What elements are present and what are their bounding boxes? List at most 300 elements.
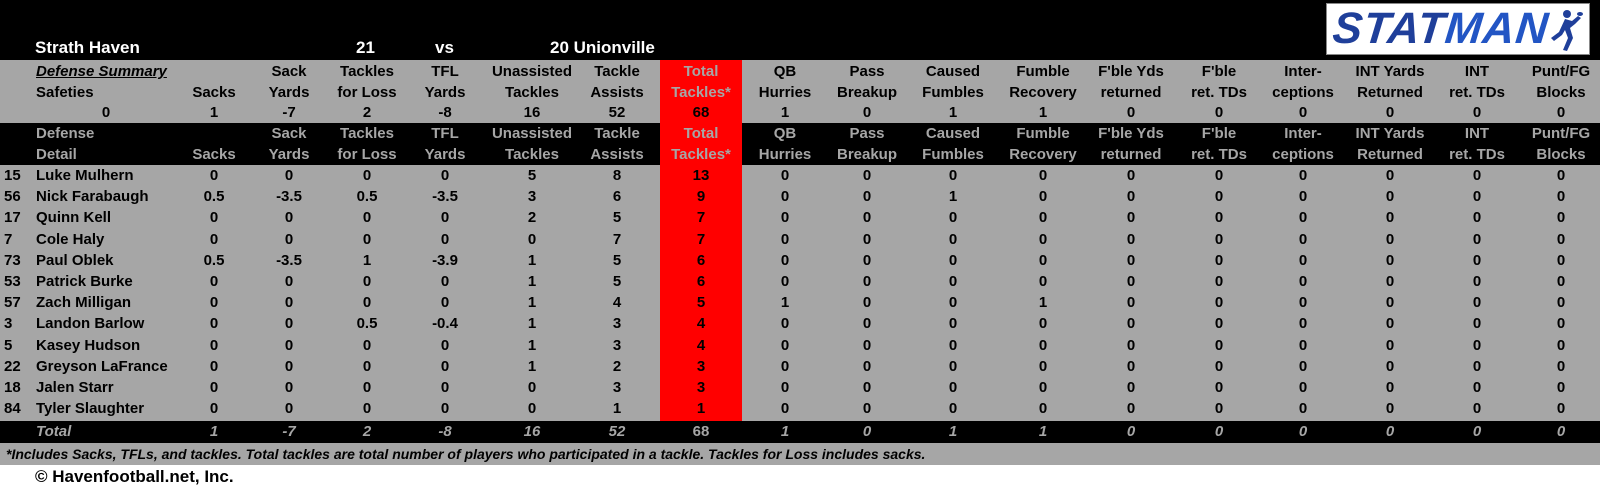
- player-stat: 0: [209, 273, 219, 290]
- player-stat: 0: [284, 230, 294, 248]
- player-stat: 0: [1038, 357, 1048, 375]
- summary-header-line2: Tackles: [505, 84, 559, 101]
- player-name: Landon Barlow: [36, 315, 145, 333]
- player-stat: 0.5: [356, 315, 378, 333]
- detail-header-line2: Tackles*: [671, 146, 731, 163]
- player-stat: 0: [1126, 251, 1136, 269]
- player-stat: 0: [780, 336, 790, 354]
- detail-header-line1: Total: [683, 125, 719, 142]
- player-stat: 0: [862, 188, 872, 206]
- player-stat: 0: [1214, 167, 1224, 184]
- detail-header-line2: Breakup: [836, 146, 898, 163]
- player-number: 22: [4, 357, 21, 375]
- summary-header-line1: Tackles: [340, 63, 394, 80]
- player-stat: 13: [692, 167, 710, 184]
- summary-value: 0: [1298, 104, 1308, 121]
- player-stat: 7: [696, 230, 706, 248]
- versus-label: vs: [435, 38, 454, 57]
- player-number: 73: [4, 251, 21, 269]
- player-stat: 0: [1038, 273, 1048, 290]
- player-stat: 0: [1214, 336, 1224, 354]
- player-stat: 3: [696, 379, 706, 396]
- player-stat: 1: [1038, 294, 1048, 312]
- detail-header-line1: F'ble: [1201, 125, 1237, 142]
- player-stat: 0: [862, 400, 872, 418]
- summary-header-line1: TFL: [431, 63, 459, 80]
- player-name: Quinn Kell: [36, 209, 111, 227]
- total-value: 0: [1556, 423, 1566, 440]
- player-stat: 0: [362, 357, 372, 375]
- player-stat: 9: [696, 188, 706, 206]
- player-stat: 0: [1298, 273, 1308, 290]
- player-stat: 0: [440, 209, 450, 227]
- summary-header-line1: Tackle: [594, 63, 640, 80]
- player-stat: 0: [209, 379, 219, 396]
- defense-detail-title: Defense: [36, 125, 95, 142]
- summary-header-line1: QB: [773, 63, 797, 80]
- player-stat: 2: [527, 209, 537, 227]
- detail-header-line1: Tackle: [594, 125, 640, 142]
- player-stat: 4: [612, 294, 622, 312]
- player-stat: 0: [780, 230, 790, 248]
- total-value: 0: [1298, 423, 1308, 440]
- summary-value: 0: [862, 104, 872, 121]
- player-stat: 0: [948, 379, 958, 396]
- player-stat: 0: [1385, 379, 1395, 396]
- summary-value: 1: [1038, 104, 1048, 121]
- player-stat: 7: [612, 230, 622, 248]
- total-value: 16: [523, 423, 541, 440]
- player-number: 15: [4, 167, 21, 184]
- player-stat: 1: [696, 400, 706, 418]
- player-stat: 0: [209, 315, 219, 333]
- table-row: [0, 313, 1600, 334]
- player-stat: 0: [948, 273, 958, 290]
- summary-header-line2: Returned: [1357, 84, 1423, 101]
- player-stat: 0: [440, 336, 450, 354]
- detail-header-line1: INT Yards: [1355, 125, 1425, 142]
- player-stat: 8: [612, 167, 622, 184]
- table-row: [0, 186, 1600, 207]
- player-stat: 0: [209, 167, 219, 184]
- player-stat: 0: [362, 294, 372, 312]
- player-stat: 0: [1126, 273, 1136, 290]
- summary-header-line2: Assists: [590, 84, 644, 101]
- player-stat: 0: [1214, 400, 1224, 418]
- player-stat: 0: [780, 273, 790, 290]
- player-stat: 1: [527, 315, 537, 333]
- player-stat: 0: [284, 400, 294, 418]
- detail-header-line2: ceptions: [1272, 146, 1334, 163]
- player-stat: 5: [527, 167, 537, 184]
- summary-value: -7: [282, 104, 296, 121]
- player-stat: 0: [1298, 336, 1308, 354]
- player-stat: 0: [1214, 230, 1224, 248]
- player-stat: 0: [1038, 336, 1048, 354]
- summary-header-line2: returned: [1100, 84, 1162, 101]
- player-stat: 0: [1472, 209, 1482, 227]
- player-stat: 1: [612, 400, 622, 418]
- player-stat: 0: [1214, 357, 1224, 375]
- player-number: 57: [4, 294, 21, 312]
- player-number: 17: [4, 209, 21, 227]
- player-stat: 0: [284, 294, 294, 312]
- defense-summary-title: Defense Summary: [36, 63, 167, 80]
- player-stat: 0: [862, 379, 872, 396]
- player-stat: 0: [1472, 188, 1482, 206]
- player-stat: 0: [362, 273, 372, 290]
- summary-value: 1: [780, 104, 790, 121]
- player-stat: 0: [209, 209, 219, 227]
- player-stat: 0: [1214, 188, 1224, 206]
- summary-header-line1: Total: [683, 63, 719, 80]
- player-stat: 0: [527, 400, 537, 418]
- player-stat: 0: [1556, 294, 1566, 312]
- player-name: Kasey Hudson: [36, 336, 141, 354]
- player-stat: 0: [1038, 400, 1048, 418]
- summary-value: 0: [1385, 104, 1395, 121]
- player-stat: 0: [284, 209, 294, 227]
- player-stat: 0: [1126, 400, 1136, 418]
- safeties-label: Safeties: [36, 84, 94, 101]
- player-stat: 0: [1126, 336, 1136, 354]
- player-stat: 0: [284, 315, 294, 333]
- player-stat: 0: [284, 273, 294, 290]
- summary-header-line2: Breakup: [836, 84, 898, 101]
- player-stat: 0: [284, 167, 294, 184]
- player-stat: 0: [284, 336, 294, 354]
- player-stat: 2: [612, 357, 622, 375]
- detail-header-line2: Tackles: [505, 146, 559, 163]
- player-stat: 0: [1385, 273, 1395, 290]
- player-stat: 3: [696, 357, 706, 375]
- player-stat: 0: [362, 167, 372, 184]
- summary-header-line2: Recovery: [1009, 84, 1077, 101]
- player-stat: 0: [1126, 315, 1136, 333]
- table-row: [0, 356, 1600, 377]
- table-row: [0, 165, 1600, 186]
- player-stat: 0: [1385, 167, 1395, 184]
- player-stat: 0: [209, 336, 219, 354]
- summary-header-line1: INT Yards: [1355, 63, 1425, 80]
- player-stat: 1: [527, 251, 537, 269]
- player-stat: 0: [948, 167, 958, 184]
- player-stat: 0: [1038, 188, 1048, 206]
- player-stat: 0: [1038, 209, 1048, 227]
- player-stat: 0: [440, 357, 450, 375]
- player-stat: 0: [1472, 294, 1482, 312]
- player-stat: 0: [1298, 294, 1308, 312]
- player-stat: 0: [862, 294, 872, 312]
- player-stat: 0: [780, 209, 790, 227]
- summary-header-line1: Fumble: [1016, 63, 1070, 80]
- summary-header-line2: Yards: [268, 84, 310, 101]
- detail-header-line1: Unassisted: [491, 125, 573, 142]
- total-value: 2: [362, 423, 372, 440]
- player-stat: 3: [612, 315, 622, 333]
- summary-value: -8: [438, 104, 452, 121]
- player-stat: 0: [1214, 251, 1224, 269]
- player-stat: 0: [440, 400, 450, 418]
- player-stat: 1: [527, 294, 537, 312]
- total-value: -7: [282, 423, 296, 440]
- summary-header-line2: Hurries: [758, 84, 812, 101]
- player-stat: 0: [1298, 400, 1308, 418]
- player-stat: 0: [948, 400, 958, 418]
- player-stat: -3.5: [432, 188, 458, 206]
- player-stat: 0: [948, 251, 958, 269]
- summary-value: 16: [523, 104, 541, 121]
- total-value: 0: [1472, 423, 1482, 440]
- player-stat: 0: [1298, 230, 1308, 248]
- player-stat: 0.5: [203, 188, 225, 206]
- player-stat: 5: [612, 273, 622, 290]
- summary-header-line1: Unassisted: [491, 63, 573, 80]
- player-number: 18: [4, 379, 21, 396]
- player-stat: 0: [948, 294, 958, 312]
- summary-header-line2: ret. TDs: [1191, 84, 1247, 101]
- logo-text-man: MAN: [1442, 4, 1552, 53]
- player-stat: 0: [1298, 315, 1308, 333]
- detail-header-line2: Yards: [424, 146, 466, 163]
- player-stat: 0: [1038, 379, 1048, 396]
- player-name: Patrick Burke: [36, 273, 133, 290]
- detail-header-line1: INT: [1464, 125, 1490, 142]
- away-team-score-name: 20 Unionville: [550, 38, 655, 57]
- safeties-value: 0: [101, 104, 111, 121]
- player-stat: 3: [612, 379, 622, 396]
- defense-summary: [0, 60, 1600, 123]
- player-stat: 0: [1556, 167, 1566, 184]
- table-row: [0, 207, 1600, 228]
- detail-header-line1: QB: [773, 125, 797, 142]
- player-stat: 0: [1038, 230, 1048, 248]
- summary-header-line1: Caused: [925, 63, 981, 80]
- total-value: 0: [862, 423, 872, 440]
- player-stat: 5: [612, 251, 622, 269]
- player-stat: 0: [948, 209, 958, 227]
- player-stat: 0: [948, 230, 958, 248]
- player-rows: [0, 165, 1600, 421]
- player-name: Paul Oblek: [36, 251, 114, 269]
- player-stat: 0: [780, 379, 790, 396]
- player-stat: 0: [440, 230, 450, 248]
- player-stat: 0: [1126, 379, 1136, 396]
- player-stat: 0: [362, 230, 372, 248]
- player-stat: 0: [948, 336, 958, 354]
- player-stat: 0: [1472, 400, 1482, 418]
- player-number: 3: [4, 315, 13, 333]
- player-stat: 0: [1385, 315, 1395, 333]
- detail-header-line1: Caused: [925, 125, 981, 142]
- total-value: 1: [948, 423, 958, 440]
- player-stat: 0: [1556, 315, 1566, 333]
- summary-value: 0: [1472, 104, 1482, 121]
- player-stat: 0: [209, 357, 219, 375]
- player-stat: 0: [1556, 209, 1566, 227]
- player-stat: 0: [780, 167, 790, 184]
- player-stat: 0: [1126, 209, 1136, 227]
- statman-logo: [1326, 3, 1590, 55]
- player-stat: 0: [1126, 357, 1136, 375]
- player-stat: 0: [1214, 273, 1224, 290]
- defense-detail-subtitle: Detail: [36, 146, 77, 163]
- detail-header-line2: Fumbles: [922, 146, 984, 163]
- logo-text-stat: STAT: [1330, 4, 1448, 53]
- player-stat: 0: [1556, 400, 1566, 418]
- detail-header-line2: Sacks: [192, 146, 236, 163]
- total-value: 1: [1038, 423, 1048, 440]
- player-stat: -0.4: [432, 315, 458, 333]
- player-stat: 0: [1385, 357, 1395, 375]
- player-stat: 0: [1472, 336, 1482, 354]
- player-stat: 0: [1298, 357, 1308, 375]
- player-stat: 0: [1472, 167, 1482, 184]
- player-stat: 0: [440, 167, 450, 184]
- defense-detail-header-labels: [0, 123, 1600, 165]
- summary-value: 2: [362, 104, 372, 121]
- summary-header-line1: F'ble: [1201, 63, 1237, 80]
- detail-header-line2: Yards: [268, 146, 310, 163]
- summary-value: 68: [692, 104, 710, 121]
- player-stat: -3.5: [276, 188, 302, 206]
- summary-header-line2: Sacks: [192, 84, 236, 101]
- detail-header-line2: Assists: [590, 146, 644, 163]
- summary-value: 1: [948, 104, 958, 121]
- summary-header-line2: Blocks: [1536, 84, 1586, 101]
- player-stat: 0: [1385, 188, 1395, 206]
- table-row: [0, 292, 1600, 313]
- player-stat: 0: [1126, 188, 1136, 206]
- player-stat: 0: [862, 167, 872, 184]
- table-row: [0, 398, 1600, 419]
- detail-header-line1: Tackles: [340, 125, 394, 142]
- player-stat: 0: [1385, 336, 1395, 354]
- player-stat: 0: [1214, 209, 1224, 227]
- player-stat: 0: [862, 251, 872, 269]
- player-stat: 0: [1472, 273, 1482, 290]
- player-stat: 0: [1385, 230, 1395, 248]
- player-stat: 0: [1385, 251, 1395, 269]
- detail-header-line2: Returned: [1357, 146, 1423, 163]
- detail-header-line2: ret. TDs: [1191, 146, 1247, 163]
- table-row: [0, 271, 1600, 292]
- player-name: Tyler Slaughter: [36, 400, 145, 418]
- player-stat: 6: [696, 251, 706, 269]
- player-stat: 0: [862, 336, 872, 354]
- player-stat: 0: [1385, 209, 1395, 227]
- detail-header-line2: Recovery: [1009, 146, 1077, 163]
- table-row: [0, 250, 1600, 271]
- total-value: 52: [608, 423, 626, 440]
- player-stat: 1: [527, 273, 537, 290]
- summary-header-line1: Inter-: [1284, 63, 1322, 80]
- player-stat: 0: [780, 315, 790, 333]
- player-name: Zach Milligan: [36, 294, 132, 312]
- player-stat: 0: [1038, 251, 1048, 269]
- player-stat: 0: [1038, 167, 1048, 184]
- summary-value: 0: [1126, 104, 1136, 121]
- summary-header-line2: for Loss: [337, 84, 397, 101]
- total-value: 1: [780, 423, 790, 440]
- player-stat: 7: [696, 209, 706, 227]
- player-stat: 0: [440, 379, 450, 396]
- player-stat: 0: [1556, 336, 1566, 354]
- player-stat: 0: [948, 357, 958, 375]
- player-name: Cole Haly: [36, 230, 105, 248]
- player-stat: 0: [209, 294, 219, 312]
- summary-header-line2: Fumbles: [922, 84, 984, 101]
- player-stat: 0: [862, 273, 872, 290]
- player-stat: 6: [696, 273, 706, 290]
- player-number: 56: [4, 188, 21, 206]
- summary-header-line2: ceptions: [1272, 84, 1334, 101]
- player-stat: 0: [862, 230, 872, 248]
- total-label: Total: [36, 423, 72, 440]
- summary-header-line1: F'ble Yds: [1098, 63, 1164, 80]
- player-stat: 0: [1298, 167, 1308, 184]
- summary-value: 0: [1214, 104, 1224, 121]
- player-stat: 0: [1472, 230, 1482, 248]
- detail-header-line2: returned: [1100, 146, 1162, 163]
- player-stat: 0: [1556, 188, 1566, 206]
- detail-header-line1: Fumble: [1016, 125, 1070, 142]
- player-number: 53: [4, 273, 21, 290]
- player-stat: 1: [780, 294, 790, 312]
- detail-header-line1: Sack: [271, 125, 307, 142]
- player-stat: 0: [1126, 294, 1136, 312]
- player-stat: 0: [362, 209, 372, 227]
- player-name: Greyson LaFrance: [36, 357, 168, 375]
- total-value: -8: [438, 423, 452, 440]
- player-stat: 0: [862, 357, 872, 375]
- player-stat: 3: [527, 188, 537, 206]
- player-stat: 0: [440, 294, 450, 312]
- table-row: [0, 377, 1600, 398]
- player-stat: 0: [862, 315, 872, 333]
- summary-value: 52: [608, 104, 626, 121]
- summary-value: 1: [209, 104, 219, 121]
- summary-header-line1: INT: [1464, 63, 1490, 80]
- player-stat: 0: [1556, 230, 1566, 248]
- total-value: 68: [692, 423, 710, 440]
- summary-value: 0: [1556, 104, 1566, 121]
- detail-header-line2: Hurries: [758, 146, 812, 163]
- player-stat: 6: [612, 188, 622, 206]
- player-stat: 0: [1556, 357, 1566, 375]
- detail-header-line2: for Loss: [337, 146, 397, 163]
- player-stat: 0: [1298, 209, 1308, 227]
- summary-header-line1: Punt/FG: [1531, 63, 1591, 80]
- summary-header-line2: ret. TDs: [1449, 84, 1505, 101]
- player-stat: 4: [696, 315, 706, 333]
- home-team-name: Strath Haven: [35, 38, 140, 57]
- player-stat: 0: [1298, 188, 1308, 206]
- player-number: 84: [4, 400, 21, 418]
- player-stat: 1: [948, 188, 958, 206]
- player-stat: 0: [209, 400, 219, 418]
- player-stat: 0.5: [356, 188, 378, 206]
- player-stat: 0: [1472, 379, 1482, 396]
- home-team-score: 21: [356, 38, 375, 57]
- total-value: 1: [209, 423, 219, 440]
- player-stat: 0: [780, 357, 790, 375]
- player-stat: 0: [1214, 315, 1224, 333]
- detail-header-line1: Punt/FG: [1531, 125, 1591, 142]
- summary-header-line2: Yards: [424, 84, 466, 101]
- player-stat: 0: [1385, 400, 1395, 418]
- total-row-values: [0, 421, 1600, 443]
